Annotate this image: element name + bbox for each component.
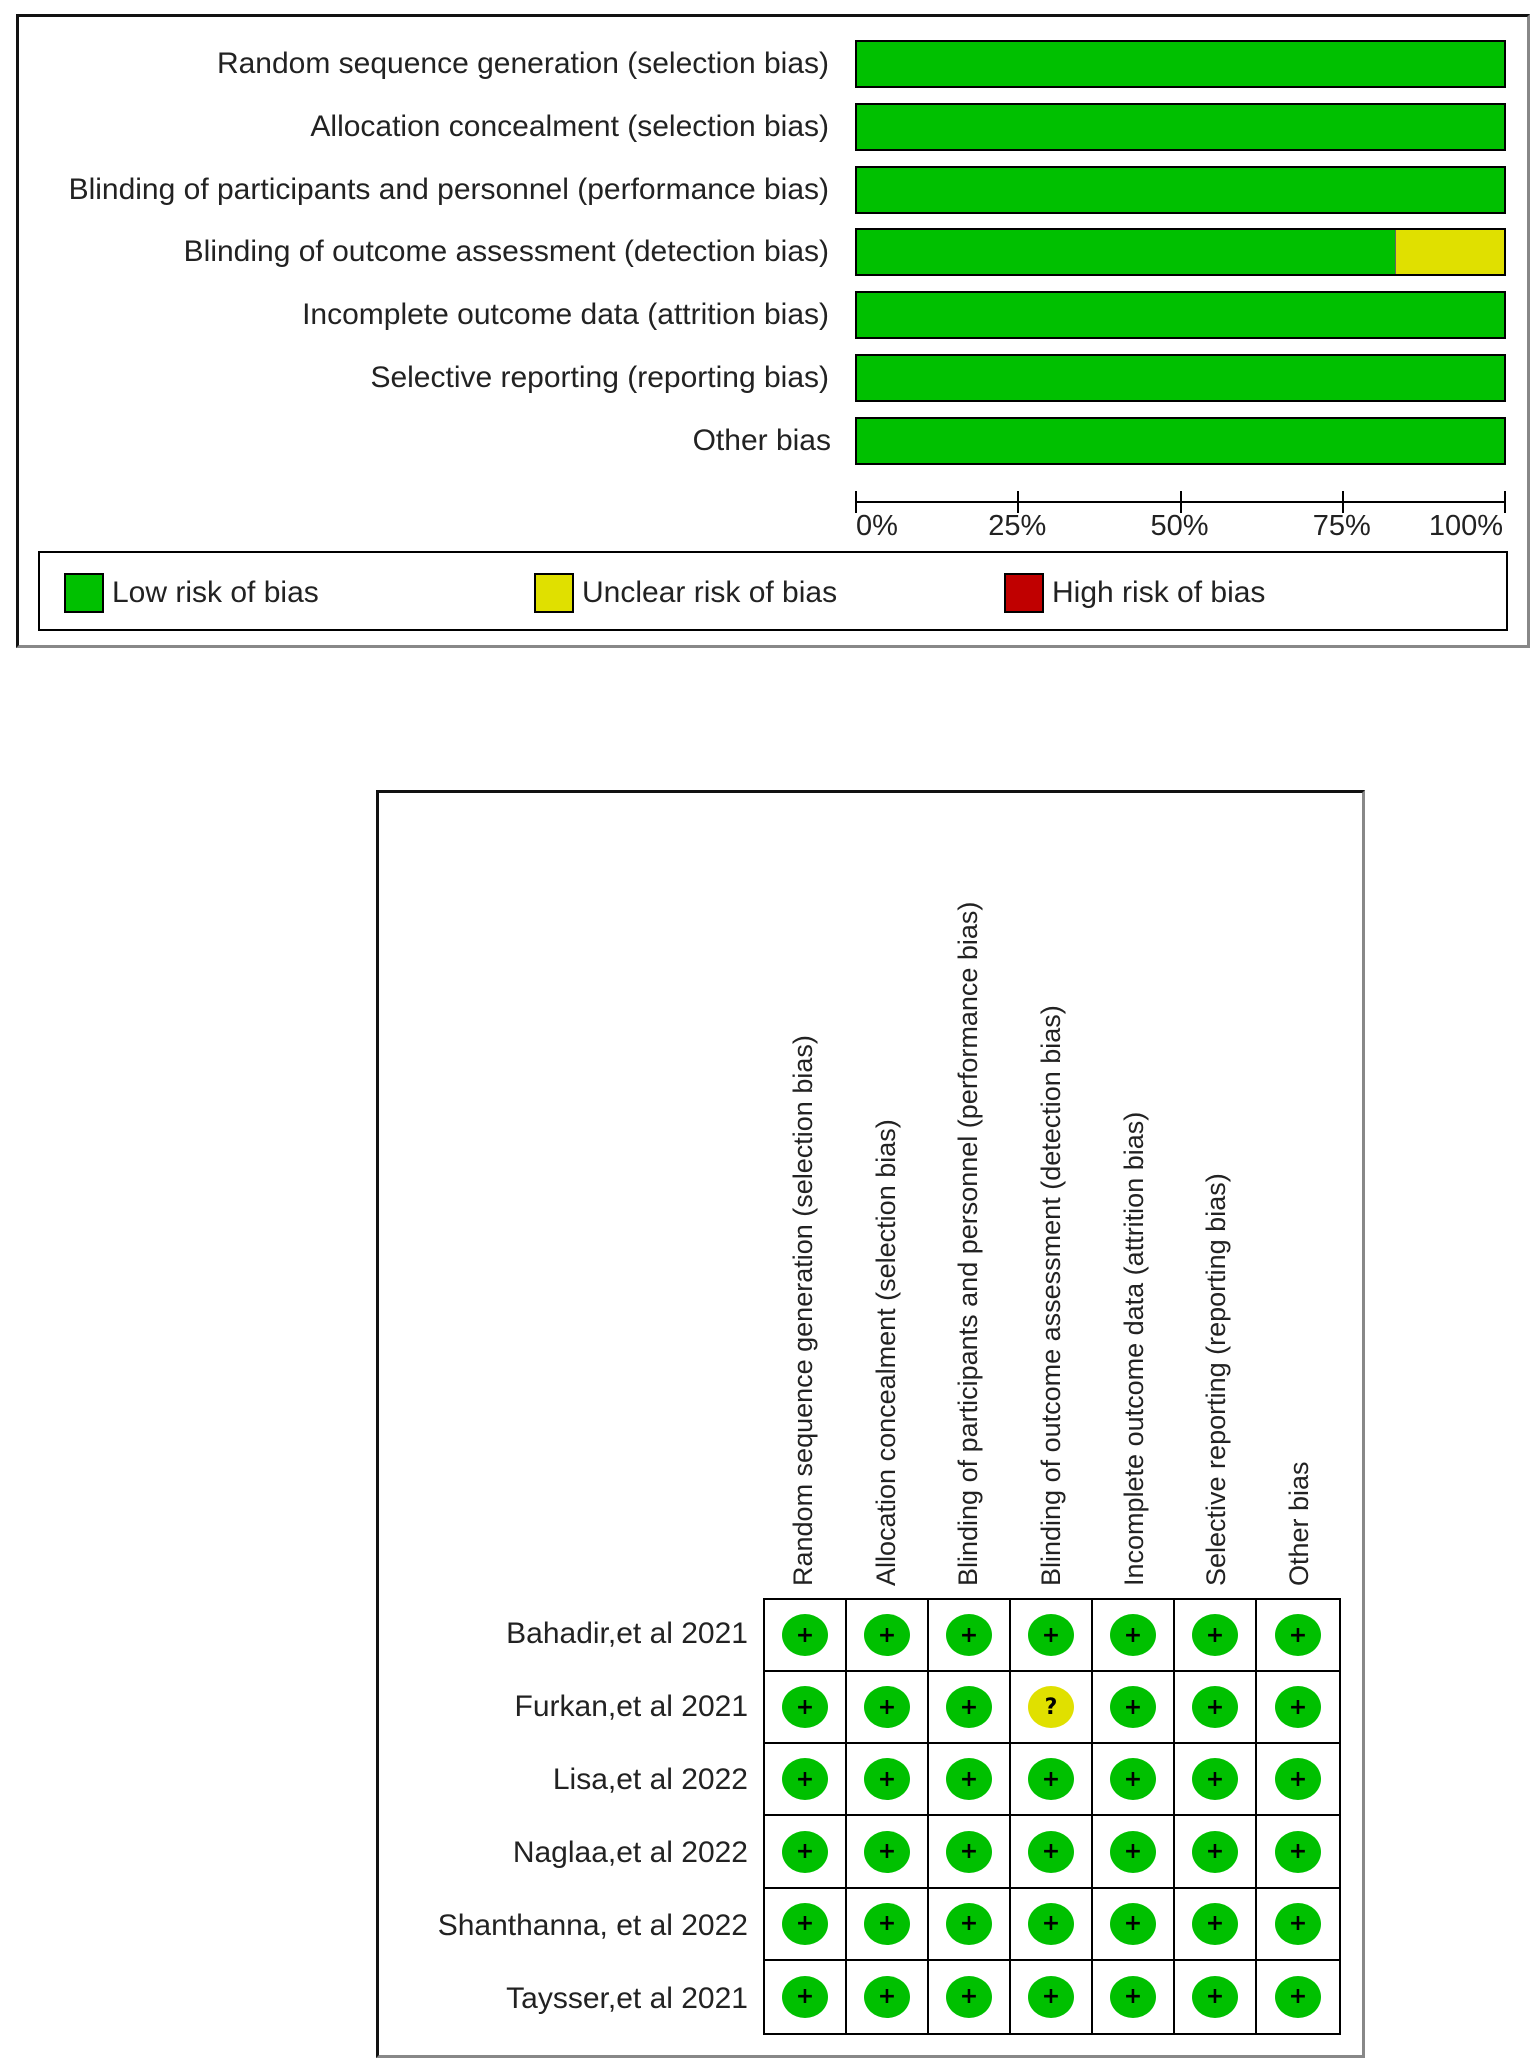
judgement-cell xyxy=(765,1600,847,1672)
low-risk-icon: + xyxy=(1028,1831,1074,1873)
domain-label: Random sequence generation (selection bias) xyxy=(216,47,829,80)
judgement-cell xyxy=(1175,1961,1257,2033)
stacked-bar xyxy=(855,40,1506,88)
low-risk-icon: + xyxy=(864,1686,910,1728)
low-risk-icon: + xyxy=(864,1903,910,1945)
legend-item xyxy=(1004,573,1265,613)
unclear-risk-icon: ? xyxy=(1028,1686,1074,1728)
stacked-bar xyxy=(855,166,1506,214)
low-risk-icon: + xyxy=(1275,1903,1321,1945)
low-risk-icon: + xyxy=(864,1758,910,1800)
low-risk-icon: + xyxy=(946,1831,992,1873)
column-header xyxy=(784,830,824,1590)
judgement-cell xyxy=(1175,1672,1257,1744)
low-risk-icon: + xyxy=(1275,1614,1321,1656)
legend-label: High risk of bias xyxy=(1052,576,1266,609)
judgement-cell xyxy=(847,1672,929,1744)
judgement-cell xyxy=(1093,1889,1175,1961)
judgement-cell xyxy=(1257,1961,1339,2033)
x-tick-label: 0% xyxy=(856,510,898,542)
column-header-label: Blinding of outcome assessment (detection bias) xyxy=(1036,1005,1066,1586)
judgement-cell xyxy=(765,1672,847,1744)
low-risk-icon: + xyxy=(782,1686,828,1728)
study-label: Taysser,et al 2021 xyxy=(506,1981,748,2015)
x-tick-label: 75% xyxy=(1312,510,1371,542)
domain-label: Other bias xyxy=(692,423,831,457)
study-label: Lisa,et al 2022 xyxy=(552,1763,748,1797)
column-header xyxy=(1115,830,1155,1590)
judgement-cell xyxy=(1093,1816,1175,1888)
low-risk-icon: + xyxy=(782,1831,828,1873)
bar-segment xyxy=(857,42,1504,86)
column-header-label: Incomplete outcome data (attrition bias) xyxy=(1118,1111,1149,1586)
legend-item xyxy=(64,573,319,613)
legend-label: Unclear risk of bias xyxy=(582,576,838,609)
judgement-cell xyxy=(929,1889,1011,1961)
judgement-cell xyxy=(1257,1816,1339,1888)
legend-swatch xyxy=(64,573,104,613)
judgement-cell xyxy=(1175,1600,1257,1672)
judgement-cell xyxy=(1011,1672,1093,1744)
domain-label: Selective reporting (reporting bias) xyxy=(370,361,829,394)
low-risk-icon: + xyxy=(1192,1614,1238,1656)
study-label: Furkan,et al 2021 xyxy=(514,1690,748,1724)
legend-item xyxy=(534,573,837,613)
column-header-label: Allocation concealment (selection bias) xyxy=(870,1119,901,1586)
column-header-label: Selective reporting (reporting bias) xyxy=(1201,1173,1232,1586)
bar-segment xyxy=(857,168,1504,212)
study-label: Shanthanna, et al 2022 xyxy=(437,1908,748,1942)
judgement-cell xyxy=(1257,1672,1339,1744)
judgement-cell xyxy=(1011,1816,1093,1888)
low-risk-icon: + xyxy=(1275,1831,1321,1873)
low-risk-icon: + xyxy=(782,1614,828,1656)
column-header xyxy=(949,830,989,1590)
low-risk-icon: + xyxy=(1192,1686,1238,1728)
judgement-cell xyxy=(929,1961,1011,2033)
judgement-cell xyxy=(765,1889,847,1961)
judgement-cell xyxy=(1011,1889,1093,1961)
judgement-cell xyxy=(1093,1672,1175,1744)
column-header-label: Blinding of participants and personnel (performance bias) xyxy=(953,901,984,1586)
x-tick-label: 50% xyxy=(1150,510,1209,542)
domain-label: Blinding of participants and personnel (performance bias) xyxy=(68,172,829,206)
judgement-cell xyxy=(1175,1744,1257,1816)
judgement-cell xyxy=(1175,1889,1257,1961)
bar-segment xyxy=(857,419,1504,463)
bar-segment xyxy=(857,293,1504,337)
low-risk-icon: + xyxy=(1110,1976,1156,2018)
judgement-cell xyxy=(847,1961,929,2033)
judgement-cell xyxy=(1257,1889,1339,1961)
domain-label: Allocation concealment (selection bias) xyxy=(310,109,829,143)
low-risk-icon: + xyxy=(1192,1976,1238,2018)
x-axis-tick xyxy=(1504,491,1506,513)
stacked-bar xyxy=(855,103,1506,151)
judgement-cell xyxy=(1011,1961,1093,2033)
stacked-bar xyxy=(855,354,1506,402)
judgement-cell xyxy=(1175,1816,1257,1888)
legend-swatch xyxy=(534,573,574,613)
bar-segment xyxy=(857,105,1504,149)
low-risk-icon: + xyxy=(1110,1758,1156,1800)
judgement-cell xyxy=(765,1961,847,2033)
bar-segment xyxy=(1395,230,1504,274)
low-risk-icon: + xyxy=(946,1758,992,1800)
low-risk-icon: + xyxy=(864,1614,910,1656)
legend xyxy=(38,551,1508,631)
judgement-cell xyxy=(1093,1600,1175,1672)
low-risk-icon: + xyxy=(1110,1614,1156,1656)
low-risk-icon: + xyxy=(1028,1976,1074,2018)
low-risk-icon: + xyxy=(946,1686,992,1728)
judgement-cell xyxy=(1257,1600,1339,1672)
judgement-cell xyxy=(847,1600,929,1672)
low-risk-icon: + xyxy=(946,1614,992,1656)
judgement-cell xyxy=(929,1672,1011,1744)
domain-label: Blinding of outcome assessment (detection bias) xyxy=(183,235,829,269)
judgement-cell xyxy=(765,1816,847,1888)
low-risk-icon: + xyxy=(864,1831,910,1873)
column-header xyxy=(1197,830,1237,1590)
low-risk-icon: + xyxy=(782,1758,828,1800)
study-label: Bahadir,et al 2021 xyxy=(506,1617,748,1651)
judgement-cell xyxy=(765,1744,847,1816)
low-risk-icon: + xyxy=(782,1903,828,1945)
low-risk-icon: + xyxy=(1275,1976,1321,2018)
legend-swatch xyxy=(1004,573,1044,613)
low-risk-icon: + xyxy=(864,1976,910,2018)
judgement-cell xyxy=(1011,1744,1093,1816)
column-header-label: Random sequence generation (selection bias) xyxy=(788,1035,819,1586)
low-risk-icon: + xyxy=(1192,1831,1238,1873)
low-risk-icon: + xyxy=(1028,1903,1074,1945)
low-risk-icon: + xyxy=(1275,1686,1321,1728)
judgement-cell xyxy=(929,1600,1011,1672)
low-risk-icon: + xyxy=(1028,1614,1074,1656)
x-tick-label: 25% xyxy=(988,510,1047,542)
low-risk-icon: + xyxy=(1275,1758,1321,1800)
judgement-cell xyxy=(847,1744,929,1816)
low-risk-icon: + xyxy=(1110,1831,1156,1873)
domain-label: Incomplete outcome data (attrition bias) xyxy=(302,298,829,332)
judgement-cell xyxy=(929,1744,1011,1816)
bar-segment xyxy=(857,356,1504,400)
low-risk-icon: + xyxy=(1192,1758,1238,1800)
stacked-bar xyxy=(855,417,1506,465)
low-risk-icon: + xyxy=(946,1976,992,2018)
summary-grid xyxy=(763,1598,1341,2035)
legend-label: Low risk of bias xyxy=(112,576,319,609)
judgement-cell xyxy=(847,1889,929,1961)
stacked-bar xyxy=(855,228,1506,276)
judgement-cell xyxy=(1093,1744,1175,1816)
judgement-cell xyxy=(929,1816,1011,1888)
judgement-cell xyxy=(1011,1600,1093,1672)
low-risk-icon: + xyxy=(1110,1903,1156,1945)
bar-segment xyxy=(857,230,1395,274)
study-label: Naglaa,et al 2022 xyxy=(512,1835,748,1869)
column-header xyxy=(867,830,907,1590)
x-tick-label: 100% xyxy=(1428,510,1504,542)
low-risk-icon: + xyxy=(1110,1686,1156,1728)
low-risk-icon: + xyxy=(782,1976,828,2018)
judgement-cell xyxy=(1257,1744,1339,1816)
low-risk-icon: + xyxy=(1192,1903,1238,1945)
low-risk-icon: + xyxy=(1028,1758,1074,1800)
judgement-cell xyxy=(1093,1961,1175,2033)
column-header-label: Other bias xyxy=(1283,1461,1314,1586)
stacked-bar xyxy=(855,291,1506,339)
column-header xyxy=(1280,830,1320,1590)
judgement-cell xyxy=(847,1816,929,1888)
low-risk-icon: + xyxy=(946,1903,992,1945)
column-header xyxy=(1032,830,1072,1590)
